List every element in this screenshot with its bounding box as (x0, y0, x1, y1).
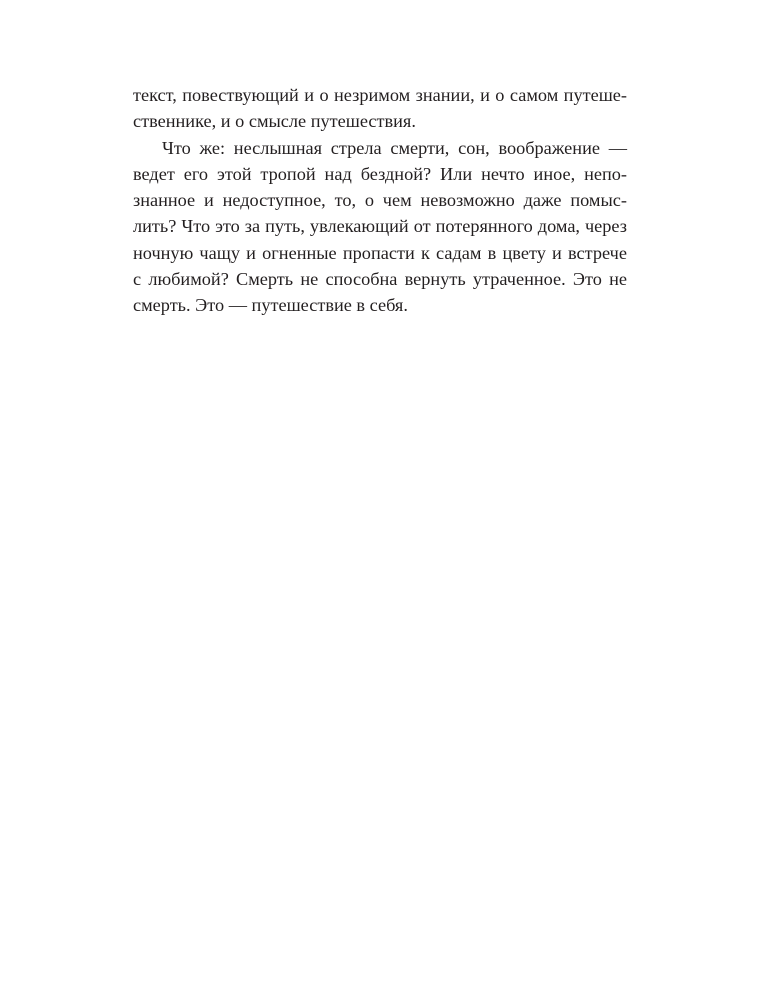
paragraph-1 (133, 82, 627, 135)
body-text (133, 82, 627, 319)
text-line: смерть. Это — путешествие в себя. (133, 295, 408, 316)
text-line: с любимой? Смерть не способна вернуть утраченное. Это не (133, 269, 627, 290)
text-line: ственнике, и о смысле путешествия. (133, 111, 416, 132)
text-line: ведет его этой тропой над бездной? Или нечто иное, непо- (133, 163, 627, 184)
paragraph-2 (133, 135, 627, 319)
text-line: лить? Что это за путь, увлекающий от потерянного дома, через (133, 216, 627, 237)
text-line: ночную чащу и огненные пропасти к садам в цвету и встрече (133, 242, 627, 263)
text-line: знанное и недоступное, то, о чем невозможно даже помыс- (133, 190, 627, 211)
text-line: текст, повествующий и о незримом знании, и о самом путеше- (133, 85, 627, 105)
text-line: Что же: неслышная стрела смерти, сон, воображение — (162, 137, 627, 158)
